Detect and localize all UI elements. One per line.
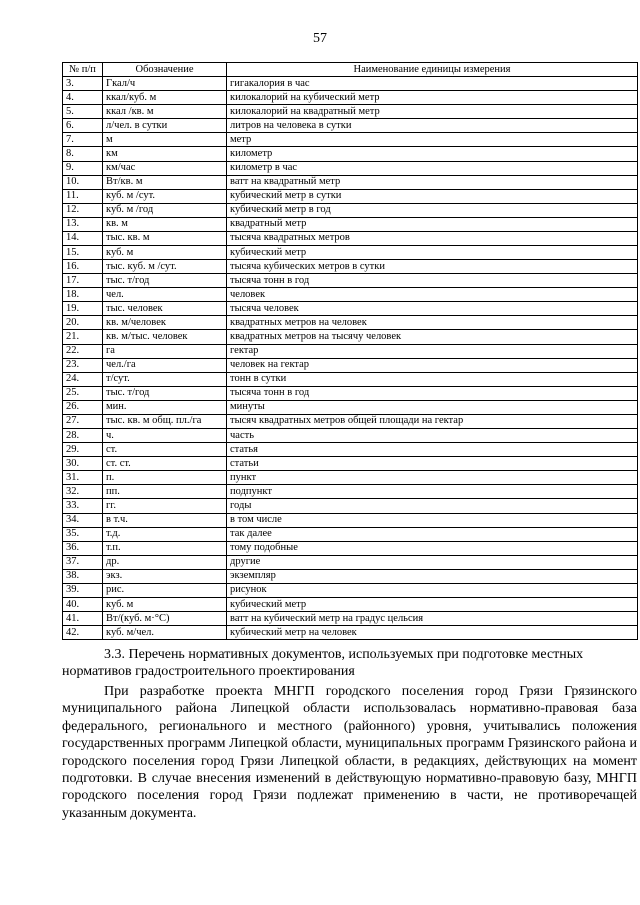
cell-unit-name: рисунок <box>227 583 638 597</box>
cell-row-number: 36. <box>63 541 103 555</box>
cell-row-number: 15. <box>63 246 103 260</box>
cell-unit-name: тысяча квадратных метров <box>227 231 638 245</box>
cell-unit-name: километр в час <box>227 161 638 175</box>
cell-designation: п. <box>103 471 227 485</box>
cell-designation: км/час <box>103 161 227 175</box>
cell-unit-name: годы <box>227 499 638 513</box>
table-row <box>63 400 638 414</box>
cell-unit-name: литров на человека в сутки <box>227 119 638 133</box>
cell-row-number: 18. <box>63 288 103 302</box>
cell-unit-name: человек на гектар <box>227 358 638 372</box>
cell-unit-name: кубический метр в сутки <box>227 189 638 203</box>
body-paragraph: При разработке проекта МНГП городского поселения город Грязи Грязинского муниципального района Липецкой области использовалась нормативно-правовая база федерального, регионального и местного (районного) уровня, учитывались положения государственных программ Липецкой области, муниципальных программ Грязинского района и городского поселения город Грязи Липецкой области, в редакциях, действующих на момент подготовки. В случае внесения изменений в действующую нормативно-правовую базу, МНГП городского поселения город Грязи подлежат применению в части, не противоречащей указанным документа. <box>62 684 637 821</box>
table-row <box>63 217 638 231</box>
cell-row-number: 13. <box>63 217 103 231</box>
cell-unit-name: метр <box>227 133 638 147</box>
table-row <box>63 569 638 583</box>
cell-unit-name: минуты <box>227 400 638 414</box>
table-row <box>63 527 638 541</box>
cell-designation: Гкал/ч <box>103 77 227 91</box>
table-row <box>63 429 638 443</box>
cell-row-number: 29. <box>63 443 103 457</box>
section-title-line-2: нормативов градостроительного проектирования <box>62 664 355 679</box>
cell-unit-name: другие <box>227 555 638 569</box>
table-row <box>63 246 638 260</box>
cell-designation: Вт/(куб. м·°С) <box>103 612 227 626</box>
cell-row-number: 30. <box>63 457 103 471</box>
cell-unit-name: квадратных метров на человек <box>227 316 638 330</box>
cell-designation: тыс. т/год <box>103 274 227 288</box>
cell-designation: экз. <box>103 569 227 583</box>
cell-unit-name: тысяча кубических метров в сутки <box>227 260 638 274</box>
cell-unit-name: тысяча тонн в год <box>227 386 638 400</box>
cell-unit-name: килокалорий на квадратный метр <box>227 105 638 119</box>
cell-row-number: 38. <box>63 569 103 583</box>
section-title <box>62 646 637 680</box>
cell-designation: л/чел. в сутки <box>103 119 227 133</box>
cell-unit-name: тому подобные <box>227 541 638 555</box>
cell-row-number: 31. <box>63 471 103 485</box>
table-row <box>63 77 638 91</box>
cell-designation: ст. ст. <box>103 457 227 471</box>
table-row <box>63 471 638 485</box>
cell-row-number: 34. <box>63 513 103 527</box>
cell-unit-name: кубический метр на человек <box>227 626 638 640</box>
cell-unit-name: ватт на кубический метр на градус цельсия <box>227 612 638 626</box>
page-number: 57 <box>313 31 327 46</box>
cell-row-number: 41. <box>63 612 103 626</box>
header-number: № п/п <box>63 63 103 77</box>
table-row <box>63 260 638 274</box>
cell-designation: Вт/кв. м <box>103 175 227 189</box>
cell-designation: кв. м <box>103 217 227 231</box>
cell-row-number: 16. <box>63 260 103 274</box>
cell-designation: тыс. т/год <box>103 386 227 400</box>
cell-row-number: 33. <box>63 499 103 513</box>
table-row <box>63 274 638 288</box>
cell-designation: др. <box>103 555 227 569</box>
cell-row-number: 12. <box>63 203 103 217</box>
table-row <box>63 597 638 611</box>
units-table <box>62 62 638 640</box>
cell-row-number: 11. <box>63 189 103 203</box>
cell-unit-name: километр <box>227 147 638 161</box>
table-row <box>63 583 638 597</box>
cell-designation: ккал/куб. м <box>103 91 227 105</box>
cell-designation: тыс. кв. м <box>103 231 227 245</box>
table-row <box>63 443 638 457</box>
table-row <box>63 499 638 513</box>
cell-unit-name: квадратный метр <box>227 217 638 231</box>
cell-unit-name: подпункт <box>227 485 638 499</box>
cell-row-number: 27. <box>63 414 103 428</box>
cell-unit-name: статьи <box>227 457 638 471</box>
table-body <box>63 77 638 640</box>
table-row <box>63 91 638 105</box>
cell-unit-name: тысяча человек <box>227 302 638 316</box>
cell-row-number: 21. <box>63 330 103 344</box>
cell-unit-name: кубический метр в год <box>227 203 638 217</box>
cell-row-number: 3. <box>63 77 103 91</box>
cell-designation: рис. <box>103 583 227 597</box>
table-row <box>63 485 638 499</box>
cell-designation: ккал /кв. м <box>103 105 227 119</box>
cell-unit-name: часть <box>227 429 638 443</box>
cell-designation: куб. м <box>103 597 227 611</box>
cell-designation: куб. м /сут. <box>103 189 227 203</box>
cell-row-number: 14. <box>63 231 103 245</box>
cell-unit-name: кубический метр <box>227 597 638 611</box>
table-row <box>63 203 638 217</box>
cell-designation: в т.ч. <box>103 513 227 527</box>
cell-row-number: 37. <box>63 555 103 569</box>
table-row <box>63 414 638 428</box>
header-designation: Обозначение <box>103 63 227 77</box>
cell-designation: тыс. куб. м /сут. <box>103 260 227 274</box>
header-unit-name: Наименование единицы измерения <box>227 63 638 77</box>
table-row <box>63 344 638 358</box>
cell-unit-name: пункт <box>227 471 638 485</box>
cell-row-number: 24. <box>63 372 103 386</box>
cell-designation: кв. м/тыс. человек <box>103 330 227 344</box>
cell-designation: м <box>103 133 227 147</box>
cell-row-number: 8. <box>63 147 103 161</box>
cell-unit-name: человек <box>227 288 638 302</box>
cell-designation: кв. м/человек <box>103 316 227 330</box>
table-row <box>63 189 638 203</box>
table-row <box>63 541 638 555</box>
cell-unit-name: так далее <box>227 527 638 541</box>
table-row <box>63 358 638 372</box>
cell-designation: пп. <box>103 485 227 499</box>
table-row <box>63 133 638 147</box>
table-row <box>63 316 638 330</box>
cell-unit-name: тысяч квадратных метров общей площади на гектар <box>227 414 638 428</box>
cell-row-number: 5. <box>63 105 103 119</box>
cell-unit-name: кубический метр <box>227 246 638 260</box>
cell-designation: гг. <box>103 499 227 513</box>
cell-designation: куб. м/чел. <box>103 626 227 640</box>
table-row <box>63 555 638 569</box>
cell-unit-name: тысяча тонн в год <box>227 274 638 288</box>
cell-designation: чел./га <box>103 358 227 372</box>
table-row <box>63 372 638 386</box>
table-row <box>63 288 638 302</box>
table-row <box>63 105 638 119</box>
cell-designation: куб. м /год <box>103 203 227 217</box>
table-row <box>63 626 638 640</box>
table-row <box>63 302 638 316</box>
cell-row-number: 23. <box>63 358 103 372</box>
cell-row-number: 26. <box>63 400 103 414</box>
cell-designation: тыс. человек <box>103 302 227 316</box>
cell-row-number: 25. <box>63 386 103 400</box>
cell-row-number: 35. <box>63 527 103 541</box>
cell-row-number: 28. <box>63 429 103 443</box>
cell-designation: чел. <box>103 288 227 302</box>
cell-row-number: 4. <box>63 91 103 105</box>
cell-row-number: 6. <box>63 119 103 133</box>
cell-designation: тыс. кв. м общ. пл./га <box>103 414 227 428</box>
table-row <box>63 147 638 161</box>
cell-designation: ст. <box>103 443 227 457</box>
cell-unit-name: экземпляр <box>227 569 638 583</box>
cell-row-number: 17. <box>63 274 103 288</box>
table-row <box>63 513 638 527</box>
cell-designation: км <box>103 147 227 161</box>
table-row <box>63 612 638 626</box>
section-title-line-1: 3.3. Перечень нормативных документов, используемых при подготовке местных <box>104 647 584 662</box>
table-row <box>63 231 638 245</box>
cell-designation: т.д. <box>103 527 227 541</box>
table-header-row <box>63 63 638 77</box>
cell-unit-name: тонн в сутки <box>227 372 638 386</box>
cell-unit-name: статья <box>227 443 638 457</box>
cell-designation: т.п. <box>103 541 227 555</box>
cell-row-number: 32. <box>63 485 103 499</box>
cell-unit-name: гектар <box>227 344 638 358</box>
cell-row-number: 10. <box>63 175 103 189</box>
cell-designation: га <box>103 344 227 358</box>
cell-designation: куб. м <box>103 246 227 260</box>
cell-row-number: 39. <box>63 583 103 597</box>
cell-row-number: 9. <box>63 161 103 175</box>
cell-unit-name: ватт на квадратный метр <box>227 175 638 189</box>
table-row <box>63 119 638 133</box>
cell-row-number: 19. <box>63 302 103 316</box>
cell-row-number: 40. <box>63 597 103 611</box>
cell-row-number: 7. <box>63 133 103 147</box>
cell-unit-name: гигакалория в час <box>227 77 638 91</box>
table-row <box>63 386 638 400</box>
table-row <box>63 457 638 471</box>
table-row <box>63 330 638 344</box>
cell-designation: т/сут. <box>103 372 227 386</box>
cell-unit-name: в том числе <box>227 513 638 527</box>
cell-designation: мин. <box>103 400 227 414</box>
cell-designation: ч. <box>103 429 227 443</box>
cell-row-number: 20. <box>63 316 103 330</box>
cell-row-number: 42. <box>63 626 103 640</box>
cell-unit-name: килокалорий на кубический метр <box>227 91 638 105</box>
cell-unit-name: квадратных метров на тысячу человек <box>227 330 638 344</box>
cell-row-number: 22. <box>63 344 103 358</box>
table-row <box>63 161 638 175</box>
table-row <box>63 175 638 189</box>
